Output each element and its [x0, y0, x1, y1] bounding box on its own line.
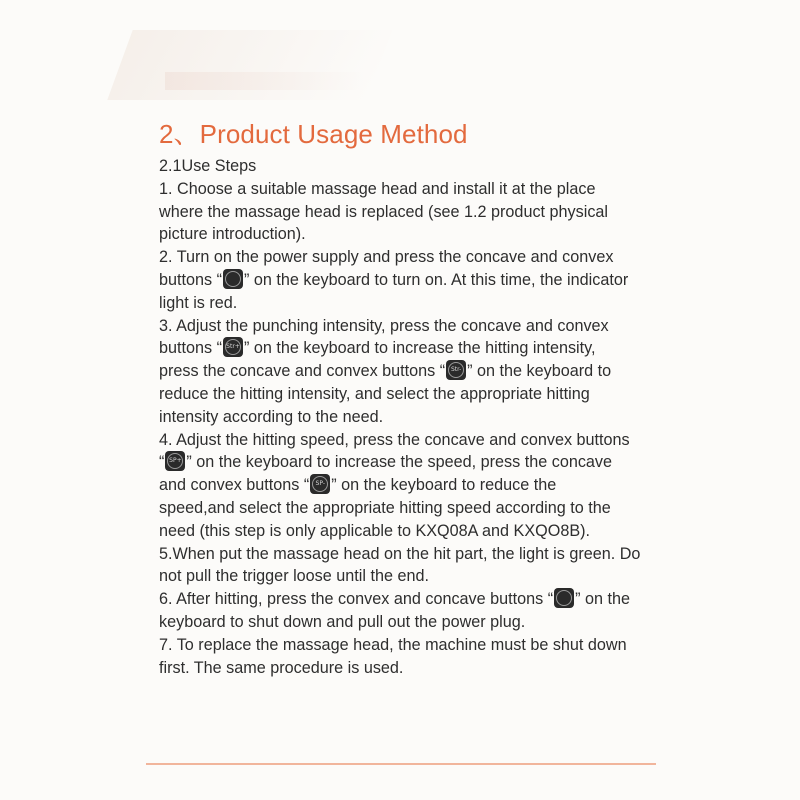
speed-up-key-icon — [165, 451, 185, 471]
step-text: press the concave and convex buttons “ — [159, 362, 446, 381]
step-line — [159, 588, 659, 611]
step-text: ” on the keyboard to increase the hitting intensity, — [244, 339, 596, 358]
power-key-icon — [223, 269, 243, 289]
section-heading: 2、Product Usage Method — [159, 119, 468, 149]
step-line: 7. To replace the massage head, the machine must be shut down — [159, 635, 627, 654]
key-label: Str- — [448, 362, 464, 378]
strength-up-key-icon — [223, 337, 243, 357]
step-line: first. The same procedure is used. — [159, 658, 404, 677]
strength-down-key-icon — [446, 360, 466, 380]
step-text: ” on the keyboard to — [467, 362, 612, 381]
step-line: 4. Adjust the hitting speed, press the concave and convex buttons — [159, 430, 630, 449]
step-line: picture introduction). — [159, 225, 306, 244]
key-label: SP+ — [167, 453, 183, 469]
step-line: light is red. — [159, 293, 238, 312]
key-label: SP- — [312, 476, 328, 492]
step-line: 3. Adjust the punching intensity, press the concave and convex — [159, 316, 609, 335]
step-text: ” on the keyboard to reduce the — [331, 476, 557, 495]
step-text: ” on the — [575, 590, 631, 609]
step-line: need (this step is only applicable to KXQ08A and KXQO8B). — [159, 521, 591, 540]
subheading: 2.1Use Steps — [159, 157, 257, 175]
step-text: 6. After hitting, press the convex and concave buttons “ — [159, 590, 554, 609]
bottom-divider — [146, 763, 656, 765]
power-key-icon — [554, 588, 574, 608]
step-line: keyboard to shut down and pull out the power plug. — [159, 612, 526, 631]
step-line: 1. Choose a suitable massage head and install it at the place — [159, 179, 596, 198]
step-line: where the massage head is replaced (see 1.2 product physical — [159, 202, 609, 221]
step-line: speed,and select the appropriate hitting speed according to the — [159, 498, 611, 517]
header-decoration-stripe — [165, 72, 365, 90]
step-line: intensity according to the need. — [159, 407, 384, 426]
step-text: ” on the keyboard to turn on. At this time, the indicator — [244, 270, 629, 289]
step-line: not pull the trigger loose until the end. — [159, 567, 429, 586]
step-line — [159, 269, 659, 292]
step-line: 2. Turn on the power supply and press the concave and convex — [159, 248, 614, 267]
step-text: and convex buttons “ — [159, 476, 310, 495]
step-text: ” on the keyboard to increase the speed, press the concave — [186, 453, 613, 472]
step-line — [159, 337, 659, 360]
step-line: 5.When put the massage head on the hit part, the light is green. Do — [159, 544, 641, 563]
step-line — [159, 451, 659, 474]
step-line — [159, 360, 659, 383]
step-text: “ — [159, 453, 165, 472]
speed-down-key-icon — [310, 474, 330, 494]
step-text: buttons “ — [159, 339, 222, 358]
step-line: reduce the hitting intensity, and select the appropriate hitting — [159, 384, 590, 403]
key-label: Str+ — [225, 339, 241, 355]
instructions-body — [159, 155, 659, 679]
step-line — [159, 474, 659, 497]
step-text: buttons “ — [159, 270, 222, 289]
